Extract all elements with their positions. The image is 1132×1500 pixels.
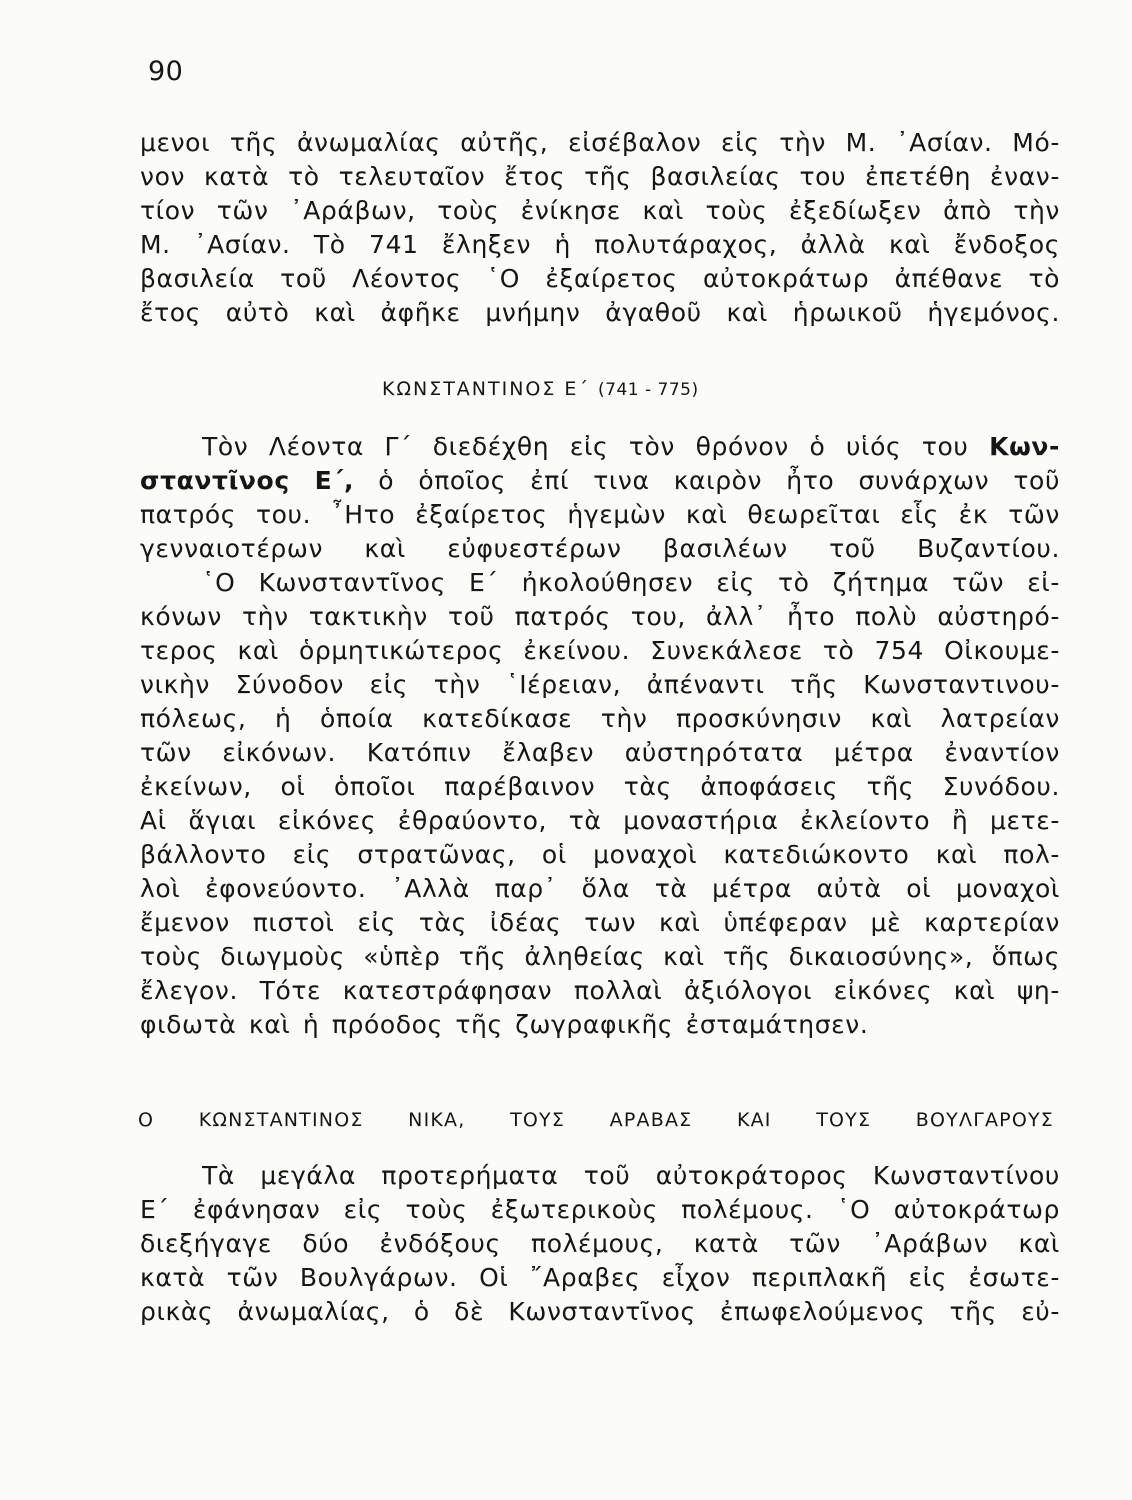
- text-line: Αἱ ἅγιαι εἰκόνες ἐθραύοντο, τὰ μοναστήρια ἐκλείοντο ἢ μετε-: [140, 806, 1060, 835]
- text-line: [140, 430, 1060, 464]
- paragraph-2: [140, 430, 1060, 1042]
- paragraph-1: [140, 126, 1060, 330]
- section-heading-konstantinos: [382, 377, 699, 402]
- text-line: Ε΄ ἐφάνησαν εἰς τοὺς ἐξωτερικοὺς πολέμους. ῾Ο αὐτοκράτωρ: [140, 1195, 1060, 1224]
- bold-name: σταντῖνος Ε΄,: [140, 466, 355, 495]
- bold-name: Κων-: [989, 432, 1060, 461]
- text-line: τερος καὶ ὁρμητικώτερος ἐκείνου. Συνεκάλεσε τὸ 754 Οἰκουμε-: [140, 636, 1060, 665]
- text-line: κόνων τὴν τακτικὴν τοῦ πατρός του, ἀλλ᾿ ἦτο πολὺ αὐστηρό-: [140, 602, 1060, 631]
- text-line: ῾Ο Κωνσταντῖνος Ε΄ ἠκολούθησεν εἰς τὸ ζήτημα τῶν εἰ-: [202, 568, 1060, 597]
- text-line: ἔμενον πιστοὶ εἰς τὰς ἰδέας των καὶ ὑπέφεραν μὲ καρτερίαν: [140, 908, 1060, 937]
- text-line: φιδωτὰ καὶ ἡ πρόοδος τῆς ζωγραφικῆς ἐσταμάτησεν.: [140, 1010, 869, 1039]
- text-line: νον κατὰ τὸ τελευταῖον ἔτος τῆς βασιλείας του ἐπετέθη ἐναν-: [140, 162, 1060, 191]
- text-line: λοὶ ἐφονεύοντο. ᾿Αλλὰ παρ᾿ ὅλα τὰ μέτρα αὐτὰ οἱ μοναχοὶ: [140, 874, 1060, 903]
- text-line: ἔλεγον. Τότε κατεστράφησαν πολλαὶ ἀξιόλογοι εἰκόνες καὶ ψη-: [140, 976, 1060, 1005]
- text-line: κατὰ τῶν Βουλγάρων. Οἱ ῎Αραβες εἶχον περιπλακῆ εἰς ἐσωτε-: [140, 1263, 1060, 1292]
- section-title: ΚΩΝΣΤΑΝΤΙΝΟΣ Ε΄: [382, 378, 590, 400]
- page-number: 90: [148, 56, 184, 87]
- text-line: ἐκείνων, οἱ ὁποῖοι παρέβαινον τὰς ἀποφάσεις τῆς Συνόδου.: [140, 772, 1060, 801]
- text-line: πατρός του. ῏Ητο ἐξαίρετος ἡγεμὼν καὶ θεωρεῖται εἷς ἐκ τῶν: [140, 500, 1060, 529]
- text-line: διεξήγαγε δύο ἐνδόξους πολέμους, κατὰ τῶν ᾿Αράβων καὶ: [140, 1229, 1060, 1258]
- text-line: γενναιοτέρων καὶ εὐφυεστέρων βασιλέων τοῦ Βυζαντίου.: [140, 534, 1060, 563]
- paragraph-3: [140, 1159, 1060, 1329]
- section-dates: (741 - 775): [598, 380, 699, 400]
- text-line: [140, 464, 1060, 498]
- text-line: νικὴν Σύνοδον εἰς τὴν ῾Ιέρειαν, ἀπέναντι τῆς Κωνσταντινου-: [140, 670, 1060, 699]
- text-line: Μ. ᾿Ασίαν. Τὸ 741 ἔληξεν ἡ πολυτάραχος, ἀλλὰ καὶ ἔνδοξος: [140, 230, 1060, 259]
- text-line: ρικὰς ἀνωμαλίας, ὁ δὲ Κωνσταντῖνος ἐπωφελούμενος τῆς εὐ-: [140, 1297, 1060, 1326]
- text-line: τῶν εἰκόνων. Κατόπιν ἔλαβεν αὐστηρότατα μέτρα ἐναντίον: [140, 738, 1060, 767]
- section-heading-victories: Ο ΚΩΝΣΤΑΝΤΙΝΟΣ ΝΙΚΑ, ΤΟΥΣ ΑΡΑΒΑΣ ΚΑΙ ΤΟΥΣ ΒΟΥΛΓΑΡΟΥΣ: [138, 1109, 1054, 1131]
- text-run: ὁ ὁποῖος ἐπί τινα καιρὸν ἦτο συνάρχων τοῦ: [378, 466, 1061, 495]
- text-line: βάλλοντο εἰς στρατῶνας, οἱ μοναχοὶ κατεδιώκοντο καὶ πολ-: [140, 840, 1060, 869]
- text-line: τοὺς διωγμοὺς «ὑπὲρ τῆς ἀληθείας καὶ τῆς δικαιοσύνης», ὅπως: [140, 942, 1060, 971]
- text-run: Τὸν Λέοντα Γ΄ διεδέχθη εἰς τὸν θρόνον ὁ υἱός του: [202, 432, 969, 461]
- text-line: Τὰ μεγάλα προτερήματα τοῦ αὐτοκράτορος Κωνσταντίνου: [202, 1161, 1060, 1190]
- text-line: βασιλεία τοῦ Λέοντος ῾Ο ἐξαίρετος αὐτοκράτωρ ἀπέθανε τὸ: [140, 264, 1060, 293]
- text-line: μενοι τῆς ἀνωμαλίας αὐτῆς, εἰσέβαλον εἰς τὴν Μ. ᾿Ασίαν. Μό-: [140, 128, 1060, 157]
- text-line: τίον τῶν ᾿Αράβων, τοὺς ἐνίκησε καὶ τοὺς ἐξεδίωξεν ἀπὸ τὴν: [140, 196, 1060, 225]
- text-line: πόλεως, ἡ ὁποία κατεδίκασε τὴν προσκύνησιν καὶ λατρείαν: [140, 704, 1060, 733]
- text-line: ἔτος αὐτὸ καὶ ἀφῆκε μνήμην ἀγαθοῦ καὶ ἡρωικοῦ ἡγεμόνος.: [140, 298, 1060, 327]
